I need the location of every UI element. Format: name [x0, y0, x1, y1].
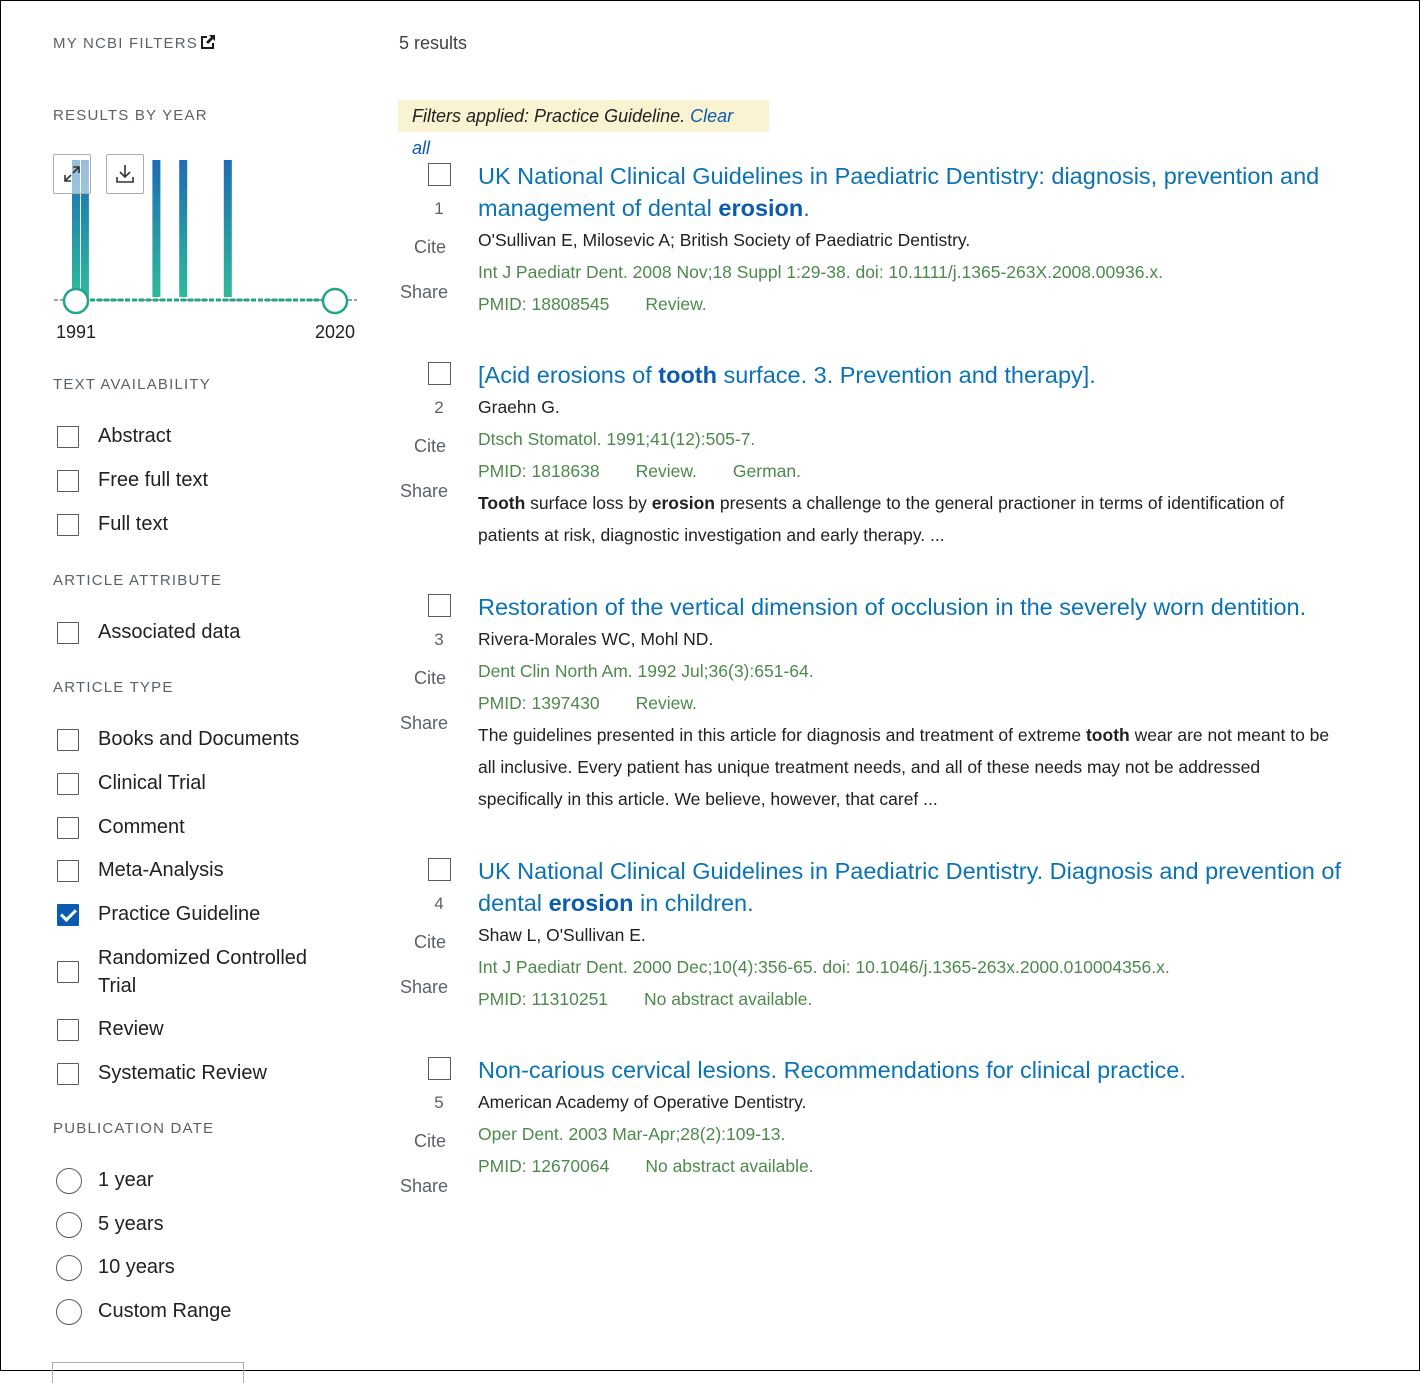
- filters-applied-banner: [398, 100, 769, 158]
- result-citation: Dent Clin North Am. 1992 Jul;36(3):651-64.: [478, 661, 814, 681]
- article-attribute-heading: ARTICLE ATTRIBUTE: [53, 572, 223, 589]
- 1-year-radio[interactable]: [56, 1168, 82, 1194]
- result-authors: Graehn G.: [478, 397, 560, 417]
- filter-label: Clinical Trial: [98, 772, 206, 794]
- filter-clinical-trial[interactable]: [57, 773, 338, 803]
- result-authors: Shaw L, O'Sullivan E.: [478, 925, 646, 945]
- filter-label: Meta-Analysis: [98, 859, 224, 881]
- expand-chart-button[interactable]: [53, 154, 91, 194]
- expand-icon: [62, 164, 82, 184]
- filter-associated-data[interactable]: [57, 622, 338, 652]
- additional-filters-button[interactable]: [52, 1362, 244, 1383]
- year-start-label: 1991: [56, 322, 97, 342]
- associated-data-checkbox[interactable]: [57, 622, 79, 644]
- cite-button[interactable]: Cite: [414, 668, 447, 688]
- result-checkbox[interactable]: [428, 163, 451, 186]
- filter-label: Randomized Controlled Trial: [98, 947, 308, 997]
- my-ncbi-filters-link[interactable]: MY NCBI FILTERS: [53, 35, 198, 52]
- publication-date-heading: PUBLICATION DATE: [53, 1120, 215, 1137]
- filter-practice-guideline[interactable]: [57, 904, 338, 934]
- clear-all-link[interactable]: Clear all: [412, 106, 734, 158]
- date-option-1-year[interactable]: [56, 1170, 338, 1200]
- result-number: 1: [434, 199, 444, 218]
- abstract-checkbox[interactable]: [57, 426, 79, 448]
- result-checkbox[interactable]: [428, 362, 451, 385]
- year-end-label: 2020: [315, 322, 356, 342]
- result-tag: Review.: [635, 461, 697, 481]
- date-option-label: 10 years: [98, 1256, 175, 1278]
- filter-randomized-controlled-trial[interactable]: [57, 947, 338, 997]
- filter-label: Abstract: [98, 425, 172, 447]
- result-checkbox[interactable]: [428, 594, 451, 617]
- systematic-review-checkbox[interactable]: [57, 1063, 79, 1085]
- custom-range-radio[interactable]: [56, 1299, 82, 1325]
- filter-comment[interactable]: [57, 817, 338, 847]
- article-type-heading: ARTICLE TYPE: [53, 679, 174, 696]
- filter-label: Books and Documents: [98, 728, 300, 750]
- clinical-trial-checkbox[interactable]: [57, 773, 79, 795]
- result-tag: Review.: [645, 294, 707, 314]
- date-option-5-years[interactable]: [56, 1214, 338, 1244]
- filter-full-text[interactable]: [57, 514, 338, 544]
- filter-review[interactable]: [57, 1019, 338, 1049]
- results-count: 5 results: [399, 33, 468, 53]
- year-histogram: [52, 150, 362, 350]
- filter-meta-analysis[interactable]: [57, 860, 338, 890]
- filter-abstract[interactable]: [57, 426, 338, 456]
- randomized-controlled-trial-checkbox[interactable]: [57, 961, 79, 983]
- result-number: 5: [434, 1093, 444, 1112]
- result-pmid-line: [478, 983, 1358, 1015]
- date-option-10-years[interactable]: [56, 1257, 338, 1287]
- result-checkbox[interactable]: [428, 1057, 451, 1080]
- filter-label: Review: [98, 1018, 164, 1040]
- filter-free-full-text[interactable]: [57, 470, 338, 500]
- result-authors: Rivera-Morales WC, Mohl ND.: [478, 629, 714, 649]
- result-citation: Oper Dent. 2003 Mar-Apr;28(2):109-13.: [478, 1124, 786, 1144]
- result-checkbox[interactable]: [428, 858, 451, 881]
- result-authors: American Academy of Operative Dentistry.: [478, 1092, 807, 1112]
- date-option-label: Custom Range: [98, 1300, 232, 1322]
- text-availability-heading: TEXT AVAILABILITY: [53, 376, 211, 393]
- year-bar-2003[interactable]: [179, 160, 187, 297]
- result-number: 4: [434, 894, 444, 913]
- result-snippet: Tooth surface loss by erosion presents a challenge to the general practioner in terms of identification of patients at risk, diagnostic investigation and early therapy. ...: [478, 493, 1285, 545]
- result-citation: Dtsch Stomatol. 1991;41(12):505-7.: [478, 429, 756, 449]
- result-pmid-line: [478, 455, 1358, 487]
- date-option-label: 5 years: [98, 1213, 164, 1235]
- result-title-link[interactable]: [Acid erosions of tooth surface. 3. Prevention and therapy].: [478, 362, 1096, 388]
- result-pmid-line: [478, 687, 1358, 719]
- cite-button[interactable]: Cite: [414, 237, 447, 257]
- results-by-year-chart: [52, 150, 362, 350]
- filter-label: Systematic Review: [98, 1062, 267, 1084]
- result-pmid-line: [478, 288, 1358, 320]
- share-button[interactable]: Share: [400, 977, 449, 997]
- date-option-custom-range[interactable]: [56, 1301, 338, 1331]
- filters-applied-text: Filters applied: Practice Guideline.: [412, 106, 686, 126]
- results-by-year-heading: RESULTS BY YEAR: [53, 107, 208, 124]
- date-option-label: 1 year: [98, 1169, 154, 1191]
- result-tag: German.: [732, 461, 801, 481]
- share-button[interactable]: Share: [400, 481, 449, 501]
- cite-button[interactable]: Cite: [414, 932, 447, 952]
- 5-years-radio[interactable]: [56, 1212, 82, 1238]
- books-and-documents-checkbox[interactable]: [57, 729, 79, 751]
- review-checkbox[interactable]: [57, 1019, 79, 1041]
- free-full-text-checkbox[interactable]: [57, 470, 79, 492]
- share-button[interactable]: Share: [400, 282, 449, 302]
- result-title-link[interactable]: UK National Clinical Guidelines in Paediatric Dentistry: diagnosis, prevention and management of dental erosion.: [478, 163, 1320, 221]
- result-title-link[interactable]: UK National Clinical Guidelines in Paediatric Dentistry. Diagnosis and prevention of dental erosion in children.: [478, 858, 1341, 916]
- external-link-icon[interactable]: [199, 33, 217, 51]
- result-pmid: PMID: 12670064: [478, 1156, 610, 1176]
- cite-button[interactable]: Cite: [414, 1131, 447, 1151]
- result-pmid-line: [478, 1150, 1358, 1182]
- filter-label: Associated data: [98, 621, 241, 643]
- result-snippet: The guidelines presented in this article for diagnosis and treatment of extreme tooth wear are not meant to be all inclusive. Every patient has unique treatment needs, and all of these needs may not be addressed specifically in this article. We believe, however, that caref ...: [478, 725, 1330, 809]
- filter-books-and-documents[interactable]: [57, 729, 338, 759]
- full-text-checkbox[interactable]: [57, 514, 79, 536]
- result-title-link[interactable]: Non-carious cervical lesions. Recommendations for clinical practice.: [478, 1057, 1186, 1083]
- share-button[interactable]: Share: [400, 713, 449, 733]
- result-tag: Review.: [635, 693, 697, 713]
- download-chart-button[interactable]: [106, 154, 144, 194]
- result-pmid: PMID: 1818638: [478, 461, 600, 481]
- meta-analysis-checkbox[interactable]: [57, 860, 79, 882]
- result-pmid: PMID: 11310251: [478, 989, 609, 1009]
- filter-label: Comment: [98, 816, 185, 838]
- slider-handle-start[interactable]: [64, 289, 88, 313]
- filter-systematic-review[interactable]: [57, 1063, 338, 1093]
- result-citation: Int J Paediatr Dent. 2008 Nov;18 Suppl 1:29-38. doi: 10.1111/j.1365-263X.2008.00936.x.: [478, 262, 1163, 282]
- result-pmid: PMID: 18808545: [478, 294, 610, 314]
- comment-checkbox[interactable]: [57, 817, 79, 839]
- result-tag: No abstract available.: [644, 989, 813, 1009]
- cite-button[interactable]: Cite: [414, 436, 447, 456]
- filters-sidebar: [0, 0, 380, 1371]
- slider-handle-end[interactable]: [323, 289, 347, 313]
- filter-label: Practice Guideline: [98, 903, 261, 925]
- filter-label: Free full text: [98, 469, 209, 491]
- result-citation: Int J Paediatr Dent. 2000 Dec;10(4):356-65. doi: 10.1046/j.1365-263x.2000.010004356.x.: [478, 957, 1170, 977]
- year-bar-2000[interactable]: [152, 160, 160, 297]
- filter-label: Full text: [98, 513, 169, 535]
- practice-guideline-checkbox[interactable]: [57, 904, 79, 926]
- download-icon: [114, 163, 136, 185]
- share-button[interactable]: Share: [400, 1176, 449, 1196]
- result-number: 2: [434, 398, 444, 417]
- result-authors: O'Sullivan E, Milosevic A; British Society of Paediatric Dentistry.: [478, 230, 971, 250]
- result-tag: No abstract available.: [645, 1156, 814, 1176]
- result-number: 3: [434, 630, 444, 649]
- result-pmid: PMID: 1397430: [478, 693, 600, 713]
- year-bar-2008[interactable]: [224, 160, 232, 297]
- 10-years-radio[interactable]: [56, 1255, 82, 1281]
- result-title-link[interactable]: Restoration of the vertical dimension of occlusion in the severely worn dentition.: [478, 594, 1307, 620]
